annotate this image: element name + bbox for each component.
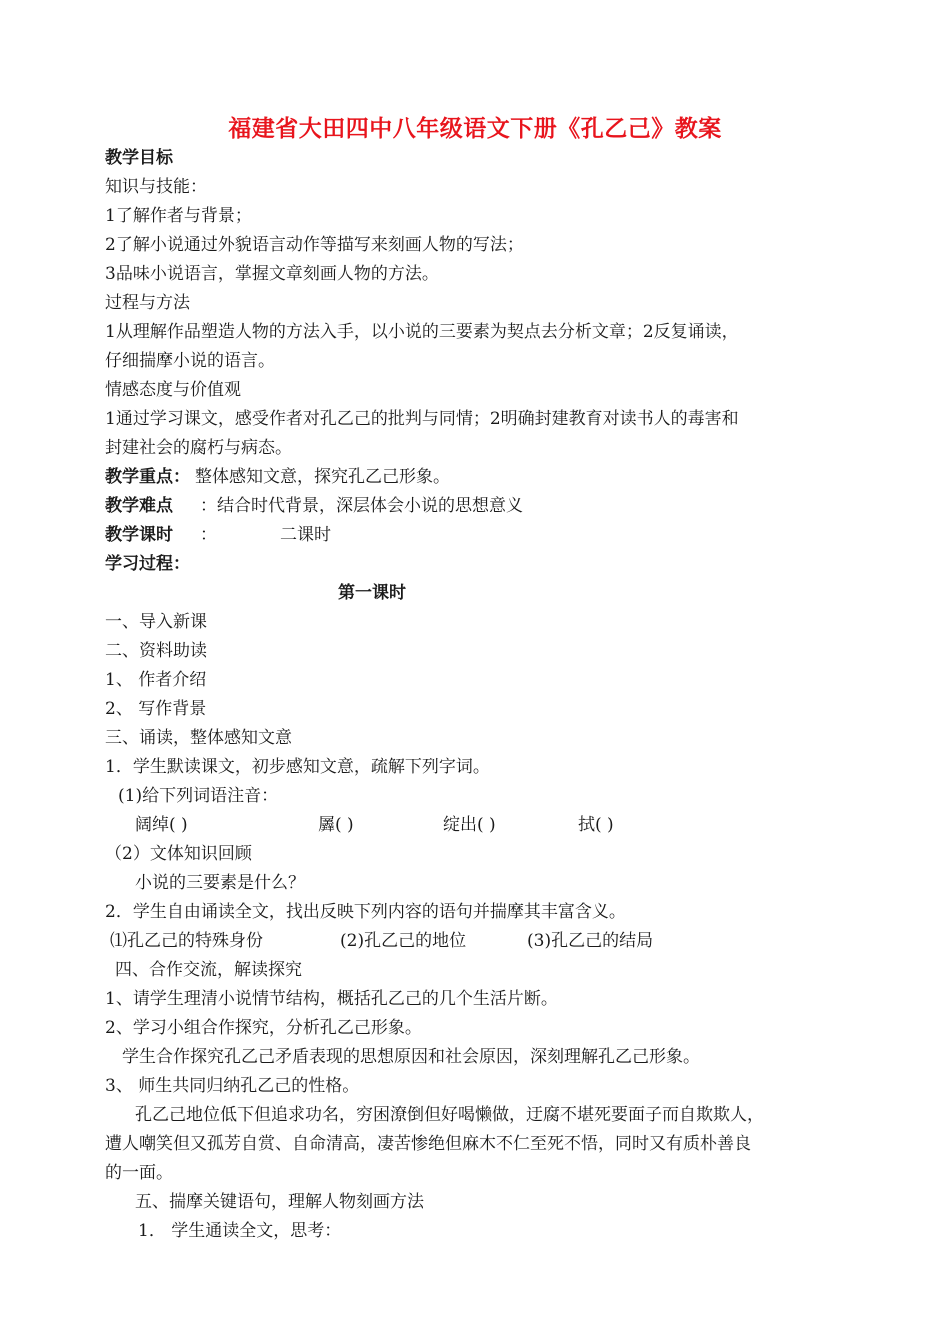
text-line: 1通过学习课文，感受作者对孔乙己的批判与同情；2明确封建教育对读书人的毒害和: [105, 409, 739, 429]
label-class-hours: 教学课时: [105, 525, 173, 545]
text-line: 2了解小说通过外貌语言动作等描写来刻画人物的写法；: [105, 235, 524, 255]
label-learning-process: 学习过程：: [105, 554, 190, 574]
vocab-item: 羼( ): [318, 815, 354, 835]
vocab-item: 绽出( ): [443, 815, 496, 835]
text-line: 学生合作探究孔乙己矛盾表现的思想原因和社会原因，深刻理解孔乙己形象。: [122, 1047, 700, 1067]
text-line: 知识与技能：: [105, 177, 207, 197]
text-line: 1．学生默读课文，初步感知文意，疏解下列字词。: [105, 757, 490, 777]
label-difficulty: 教学难点: [105, 496, 173, 516]
section-first-class: 第一课时: [338, 583, 406, 603]
heading-teaching-goals: 教学目标: [105, 148, 173, 168]
text-line: 仔细揣摩小说的语言。: [105, 351, 275, 371]
text-line: 2．学生自由诵读全文，找出反映下列内容的语句并揣摩其丰富含义。: [105, 902, 626, 922]
text-line: 四、合作交流，解读探究: [115, 960, 302, 980]
text-line: 1、 作者介绍: [105, 670, 207, 690]
colon: ：: [200, 525, 217, 545]
text-line: 封建社会的腐朽与病态。: [105, 438, 292, 458]
text-line: 过程与方法: [105, 293, 190, 313]
text-line: 遭人嘲笑但又孤芳自赏、自命清高，凄苦惨绝但麻木不仁至死不悟，同时又有质朴善良: [105, 1134, 751, 1154]
text-line: 三、诵读，整体感知文意: [105, 728, 292, 748]
content-item: ⑴孔乙己的特殊身份: [110, 931, 263, 951]
vocab-item: 拭( ): [578, 815, 614, 835]
text-line: 五、揣摩关键语句，理解人物刻画方法: [135, 1192, 424, 1212]
text-line: 3品味小说语言，掌握文章刻画人物的方法。: [105, 264, 439, 284]
text-line: 1、请学生理清小说情节结构，概括孔乙己的几个生活片断。: [105, 989, 558, 1009]
label-key-point: 教学重点：: [105, 467, 190, 487]
vocab-item: 阔绰( ): [135, 815, 188, 835]
difficulty-text: ：结合时代背景，深层体会小说的思想意义: [200, 496, 523, 516]
text-line: 情感态度与价值观: [105, 380, 241, 400]
text-line: (1)给下列词语注音：: [118, 786, 279, 806]
document-title: 福建省大田四中八年级语文下册《孔乙己》教案: [228, 115, 722, 142]
class-hours-text: 二课时: [280, 525, 331, 545]
key-point-text: 整体感知文意，探究孔乙己形象。: [195, 467, 450, 487]
text-line: （2）文体知识回顾: [105, 844, 252, 864]
text-line: 2、学习小组合作探究，分析孔乙己形象。: [105, 1018, 422, 1038]
content-item: (2)孔乙己的地位: [340, 931, 467, 951]
text-line: 1从理解作品塑造人物的方法入手，以小说的三要素为契点去分析文章；2反复诵读，: [105, 322, 739, 342]
text-line: 小说的三要素是什么？: [135, 873, 305, 893]
text-line: 1． 学生通读全文，思考：: [138, 1221, 342, 1241]
text-line: 2、 写作背景: [105, 699, 207, 719]
text-line: 二、资料助读: [105, 641, 207, 661]
text-line: 孔乙己地位低下但追求功名，穷困潦倒但好喝懒做，迂腐不堪死要面子而自欺欺人，: [135, 1105, 764, 1125]
content-item: (3)孔乙己的结局: [527, 931, 654, 951]
text-line: 3、 师生共同归纳孔乙己的性格。: [105, 1076, 360, 1096]
text-line: 1了解作者与背景；: [105, 206, 252, 226]
text-line: 的一面。: [105, 1163, 173, 1183]
text-line: 一、导入新课: [105, 612, 207, 632]
